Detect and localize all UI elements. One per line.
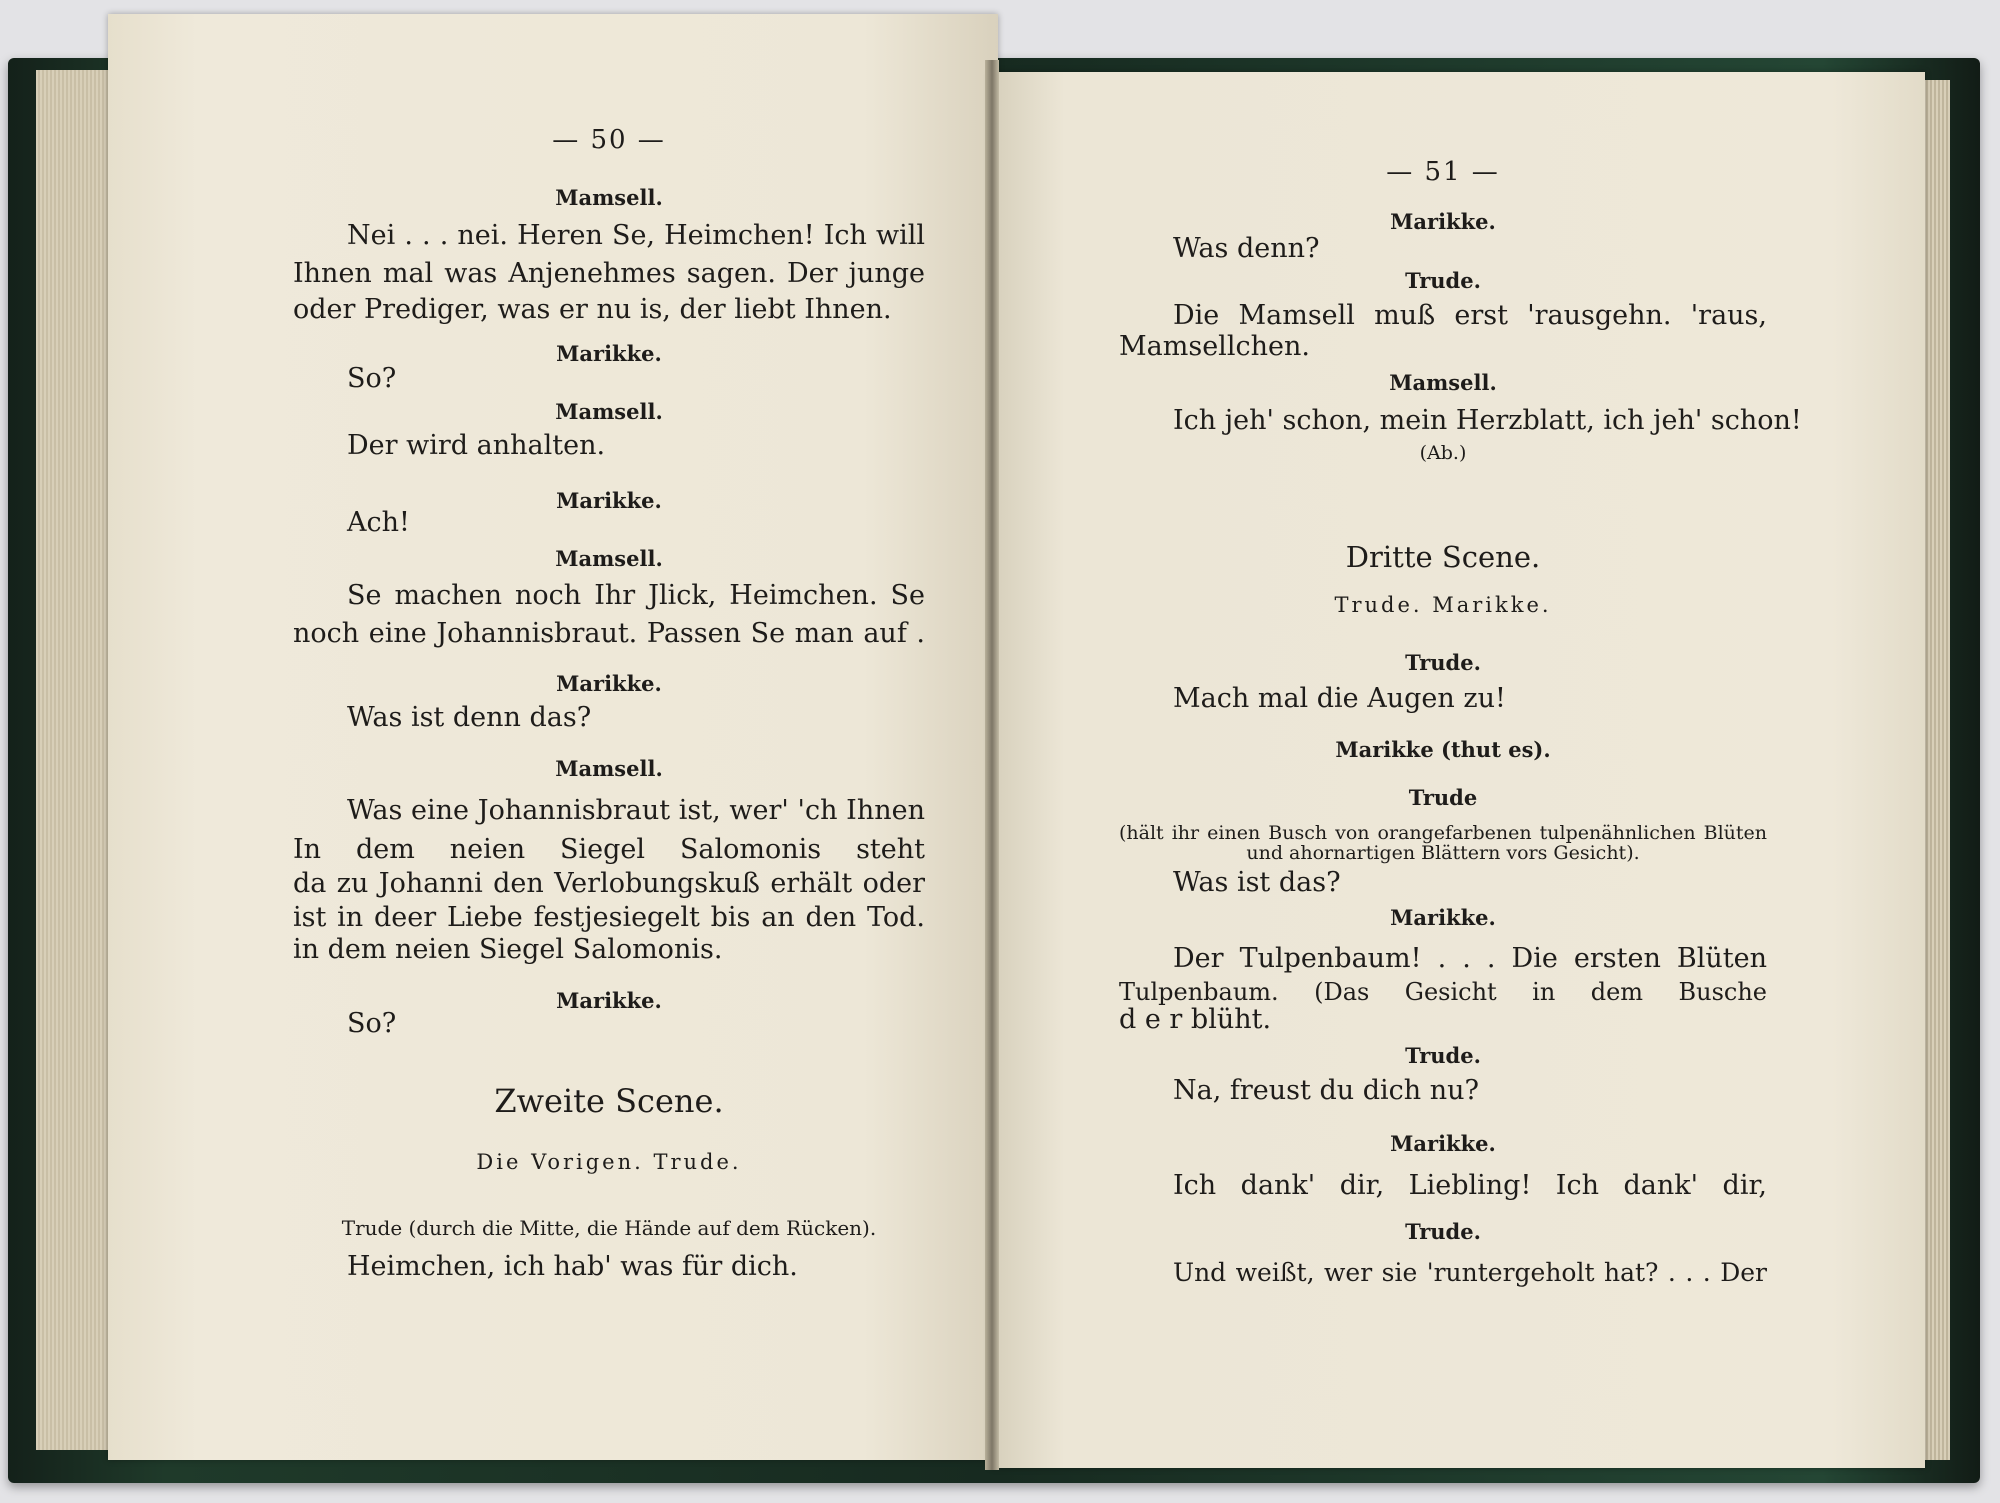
dialogue-line: Die Mamsell muß erst 'rausgehn. 'raus, (1173, 300, 1767, 331)
speaker: Marikke. (556, 341, 662, 366)
speaker: Mamsell. (555, 546, 663, 571)
stage-direction: und ahornartigen Blättern vors Gesicht). (1246, 842, 1640, 864)
stage-direction: (Ab.) (1419, 442, 1467, 464)
dialogue-line: Was ist das? (1173, 867, 1341, 898)
dialogue-line: Na, freust du dich nu? (1173, 1075, 1479, 1106)
speaker: Marikke. (1390, 905, 1496, 930)
dialogue-line: Was denn? (1173, 233, 1320, 264)
dialogue-line: Mamsellchen. (1119, 331, 1310, 362)
dialogue-line: Se machen noch Ihr Jlick, Heimchen. Se (347, 580, 925, 611)
dialogue-line: Nei . . . nei. Heren Se, Heimchen! Ich will (347, 220, 925, 251)
speaker: Mamsell. (555, 756, 663, 781)
speaker: Trude (1408, 785, 1478, 810)
dialogue-line: Tulpenbaum. (Das Gesicht in dem Busche (1119, 978, 1767, 1006)
dialogue-line: Ach! (347, 507, 410, 538)
dialogue-line: Was ist denn das? (347, 702, 592, 733)
dialogue-line: So? (347, 363, 397, 394)
page-edges-left (36, 70, 116, 1450)
scene-heading: Dritte Scene. (1345, 540, 1541, 574)
dialogue-line: da zu Johanni den Verlobungskuß erhält oder (293, 868, 925, 899)
speaker: Marikke. (1390, 1131, 1496, 1156)
speaker: Mamsell. (1389, 370, 1497, 395)
dialogue-line: Ich dank' dir, Liebling! Ich dank' dir, (1173, 1170, 1767, 1201)
book-gutter (985, 60, 999, 1470)
dialogue-line: oder Prediger, was er nu is, der liebt Ihnen. (293, 294, 892, 325)
speaker: Marikke. (556, 488, 662, 513)
page-number: — 51 — (1386, 157, 1500, 187)
speaker: Marikke. (556, 988, 662, 1013)
dialogue-line: in dem neien Siegel Salomonis. (293, 934, 723, 965)
speaker: Marikke. (1390, 209, 1496, 234)
speaker: Trude. (1405, 650, 1481, 675)
dialogue-line: Mach mal die Augen zu! (1173, 683, 1506, 714)
speaker: Mamsell. (555, 399, 663, 424)
dialogue-line: Und weißt, wer sie 'runtergeholt hat? . . . Der (1173, 1258, 1767, 1287)
speaker: Trude. (1405, 1043, 1481, 1068)
speaker: Marikke. (556, 671, 662, 696)
dialogue-line: In dem neien Siegel Salomonis steht (293, 834, 925, 865)
dialogue-line: Heimchen, ich hab' was für dich. (347, 1251, 798, 1282)
dialogue-line: Der Tulpenbaum! . . . Die ersten Blüten (1173, 943, 1767, 974)
stage-direction: Trude (durch die Mitte, die Hände auf dem Rücken). (341, 1216, 877, 1240)
speaker: Trude. (1405, 268, 1481, 293)
speaker: Mamsell. (555, 185, 663, 210)
dialogue-line: d e r blüht. (1119, 1004, 1272, 1035)
page-number: — 50 — (552, 125, 666, 155)
dialogue-line: Ich jeh' schon, mein Herzblatt, ich jeh' schon! (1173, 405, 1802, 436)
cast-list: Trude. Marikke. (1334, 593, 1552, 617)
dialogue-line: Der wird anhalten. (347, 430, 606, 461)
speaker: Trude. (1405, 1219, 1481, 1244)
cast-list: Die Vorigen. Trude. (476, 1150, 742, 1174)
dialogue-line: So? (347, 1008, 397, 1039)
dialogue-line: Was eine Johannisbraut ist, wer' 'ch Ihnen (347, 795, 925, 826)
speaker: Marikke (thut es). (1335, 737, 1551, 762)
stage-direction: (hält ihr einen Busch von orangefarbenen tulpenähnlichen Blüten (1119, 822, 1767, 844)
scene-heading: Zweite Scene. (494, 1082, 724, 1120)
dialogue-line: noch eine Johannisbraut. Passen Se man auf . (293, 618, 925, 649)
dialogue-line: ist in deer Liebe festjesiegelt bis an den Tod. (293, 902, 925, 933)
dialogue-line: Ihnen mal was Anjenehmes sagen. Der junge (293, 258, 925, 289)
